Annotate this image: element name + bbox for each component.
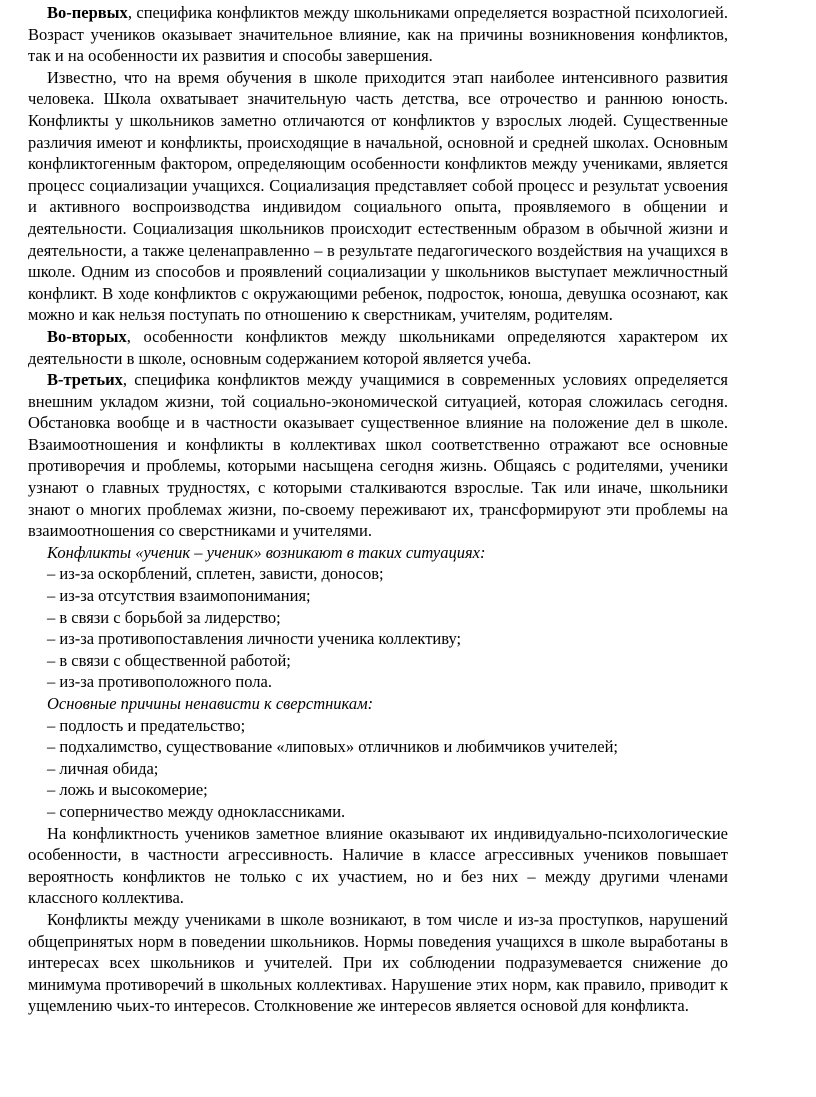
paragraph-second	[28, 326, 728, 369]
list-item: – ложь и высокомерие;	[47, 780, 208, 800]
paragraph-aggressiveness: На конфликтность учеников заметное влияние оказывают их индивидуально-психологические особенности, в частности агрессивность. Наличие в классе агрессивных учеников повышает вероятность конфликтов не только с их участием, но и без них – между другими членами классного коллектива.	[28, 823, 728, 908]
list-item: – подлость и предательство;	[47, 715, 246, 735]
list-heading-conflicts: Конфликты «ученик – ученик» возникают в таких ситуациях:	[47, 542, 486, 562]
third-marker: В-третьих	[47, 370, 123, 390]
list-item: – из-за оскорблений, сплетен, зависти, доносов;	[47, 564, 384, 584]
paragraph-first	[28, 2, 728, 67]
paragraph-third	[28, 369, 728, 542]
list-item: – в связи с общественной работой;	[47, 650, 291, 670]
paragraph-second-text: , особенности конфликтов между школьниками определяются характером их деятельности в школе, основным содержанием которой является учеба.	[28, 326, 728, 368]
paragraph-third-text: , специфика конфликтов между учащимися в современных условиях определяется внешним укладом жизни, той социально-экономической ситуацией, которая сложилась сегодня. Обстановка вообще и в частности оказывает существенное влияние на положение дел в школе. Взаимоотношения и конфликты в коллективах школ соответственно отражают все основные противоречия и проблемы, которыми насыщена сегодня жизнь. Общаясь с родителями, ученики узнают о главных трудностях, с которыми сталкиваются взрослые. Так или иначе, школьники знают о многих проблемах жизни, по-своему переживают их, трансформируют эти проблемы на взаимоотношения со сверстниками и учителями.	[28, 370, 728, 541]
list-item: – личная обида;	[47, 758, 159, 778]
second-marker: Во-вторых	[47, 326, 127, 346]
list-heading-hatred: Основные причины ненависти к сверстникам:	[47, 694, 374, 713]
list-item: – из-за противопоставления личности ученика коллективу;	[47, 629, 462, 649]
first-marker: Во-первых	[47, 3, 128, 22]
list-item: – из-за отсутствия взаимопонимания;	[47, 586, 311, 606]
list-item: – подхалимство, существование «липовых» отличников и любимчиков учителей;	[47, 737, 618, 757]
paragraph-norms: Конфликты между учениками в школе возникают, в том числе и из-за проступков, нарушений общепринятых норм в поведении школьников. Нормы поведения учащихся в школе выработаны в интересах всех школьников и учителей. При их соблюдении подразумевается снижение до минимума противоречий в школьных коллективах. Нарушение этих норм, как правило, приводит к ущемлению чьих-то интересов. Столкновение же интересов является основой для конфликта.	[28, 909, 728, 1016]
list-item: – соперничество между одноклассниками.	[47, 801, 346, 821]
list-item: – из-за противоположного пола.	[47, 672, 272, 692]
list-item: – в связи с борьбой за лидерство;	[47, 607, 281, 627]
paragraph-first-text: , специфика конфликтов между школьниками определяется возрастной психологией. Возраст учеников оказывает значительное влияние, как на причины возникновения конфликтов, так и на особенности их развития и способы завершения.	[28, 3, 728, 66]
paragraph-socialization: Известно, что на время обучения в школе приходится этап наиболее интенсивного развития человека. Школа охватывает значительную часть детства, все отрочество и раннюю юность. Конфликты у школьников заметно отличаются от конфликтов у взрослых людей. Существенные различия имеют и конфликты, происходящие в начальной, основной и средней школах. Основным конфликтогенным фактором, определяющим особенности конфликтов между учениками, является процесс социализации учащихся. Социализация представляет собой процесс и результат усвоения и активного воспроизводства индивидом социального опыта, проявляемого в общении и деятельности. Социализация школьников происходит естественным образом в обычной жизни и деятельности, а также целенаправленно – в результате педагогического воздействия на учащихся в школе. Одним из способов и проявлений социализации у школьников выступает межличностный конфликт. В ходе конфликтов с окружающими ребенок, подросток, юноша, девушка осознают, как можно и как нельзя поступать по отношению к сверстникам, учителям, родителям.	[28, 67, 728, 325]
